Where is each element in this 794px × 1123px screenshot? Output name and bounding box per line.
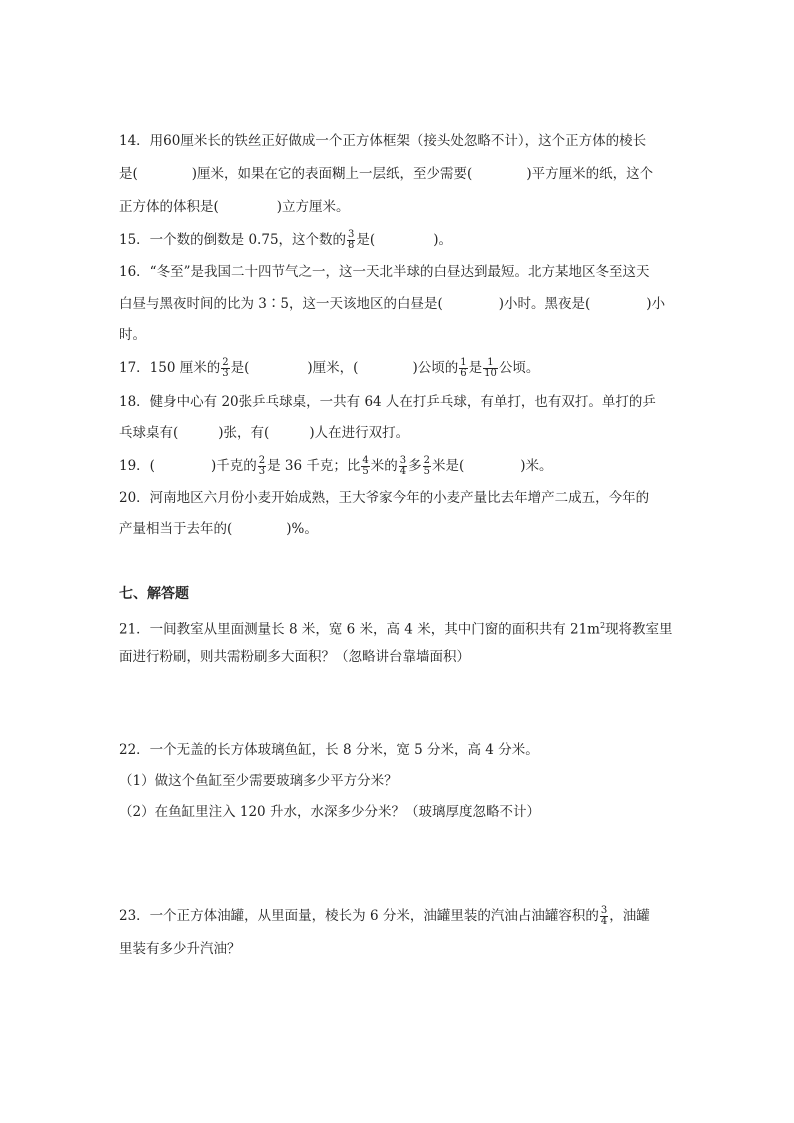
q19-frac4-den: 5 xyxy=(423,466,430,477)
q21-line-1 xyxy=(119,616,673,640)
q19-frac1-den: 3 xyxy=(258,466,266,477)
q17-line xyxy=(119,358,539,379)
q16-text-a: 白昼与黑夜时间的比为 3∶5，这一天该地区的白昼是( xyxy=(119,296,443,312)
q21-superscript: 2 xyxy=(599,621,606,630)
q14-text-e: )立方厘米。 xyxy=(276,199,350,215)
q17-text-b: 是( xyxy=(230,360,250,376)
q22-line-3: （2）在鱼缸里注入 120 升水，水深多少分米？（玻璃厚度忽略不计） xyxy=(119,804,540,820)
q19-text-a: 19．( xyxy=(119,458,155,474)
q16-text-c: )小 xyxy=(646,296,666,312)
q23-fraction xyxy=(600,906,608,927)
q14-text-a: 是( xyxy=(119,166,138,182)
q14-text-b: )厘米，如果在它的表面糊上一层纸，至少需要( xyxy=(191,166,473,182)
q17-frac2-num: 1 xyxy=(460,357,467,368)
q19-text-c: 是 36 千克；比 xyxy=(267,458,361,474)
q19-frac2-den: 5 xyxy=(362,466,369,477)
q17-frac2-den: 6 xyxy=(460,368,467,379)
q15-text-a: 15．一个数的倒数是 0.75，这个数的 xyxy=(119,232,347,248)
q19-frac3-den: 4 xyxy=(399,466,407,477)
q17-text-a: 17．150 厘米的 xyxy=(119,360,221,376)
q16-line-1: 16．“冬至”是我国二十四节气之一，这一天北半球的白昼达到最短。北方某地区冬至这天 xyxy=(119,264,650,280)
q18-line-1: 18．健身中心有 20张乒乓球桌，一共有 64 人在打乒乓球，有单打，也有双打。单打的乒 xyxy=(119,394,656,410)
q18-line-2 xyxy=(119,423,409,443)
q14-line-3 xyxy=(119,197,350,217)
q19-text-d: 米的 xyxy=(370,458,398,474)
q14-text-c: )平方厘米的纸，这个 xyxy=(526,166,654,182)
q20-line-2 xyxy=(119,519,318,539)
q15-text-b: 是( xyxy=(356,232,376,248)
q18-text-b: )张，有( xyxy=(218,425,270,441)
q15-fraction xyxy=(347,230,355,251)
q15-frac-num: 3 xyxy=(348,229,355,240)
q14-line-1: 14．用60厘米长的铁丝正好做成一个正方体框架（接头处忽略不计），这个正方体的棱长 xyxy=(119,133,647,149)
q19-text-b: )千克的 xyxy=(210,458,257,474)
q17-text-f: 公顷。 xyxy=(498,360,540,376)
q18-text-c: )人在进行双打。 xyxy=(309,425,410,441)
q17-fraction-3 xyxy=(483,358,498,379)
q19-frac2-num: 4 xyxy=(362,455,369,466)
q17-text-d: )公顷的 xyxy=(412,360,459,376)
q14-line-2 xyxy=(119,164,653,184)
q19-line xyxy=(119,456,553,477)
q15-line xyxy=(119,230,452,251)
q20-line-1: 20．河南地区六月份小麦开始成熟，王大爷家今年的小麦产量比去年增产二成五，今年的 xyxy=(119,490,650,506)
q15-frac-den: 8 xyxy=(348,240,355,251)
q22-line-1: 22．一个无盖的长方体玻璃鱼缸，长 8 分米，宽 5 分米，高 4 分米。 xyxy=(119,742,539,758)
q19-fraction-1 xyxy=(258,456,266,477)
section-heading: 七、解答题 xyxy=(119,586,189,602)
q19-fraction-3 xyxy=(399,456,407,477)
q16-text-b: )小时。黑夜是( xyxy=(498,296,591,312)
q17-frac3-den: 10 xyxy=(484,368,497,379)
q21-text-b: 现将教室里 xyxy=(605,621,673,638)
q19-text-g: )米。 xyxy=(520,458,553,474)
q23-line-2: 里装有多少升汽油？ xyxy=(119,941,241,957)
q15-text-c: )。 xyxy=(433,232,452,248)
q22-line-2: （1）做这个鱼缸至少需要玻璃多少平方分米？ xyxy=(119,773,398,789)
q21-text-a: 21．一间教室从里面测量长 8 米，宽 6 米，高 4 米，其中门窗的面积共有 21m xyxy=(119,621,600,638)
q23-line-1 xyxy=(119,906,650,927)
q19-fraction-2 xyxy=(361,456,369,477)
q19-frac1-num: 2 xyxy=(258,455,266,466)
q19-text-e: 多 xyxy=(408,458,422,474)
q23-text-a: 23．一个正方体油罐，从里面量，棱长为 6 分米，油罐里装的汽油占油罐容积的 xyxy=(119,908,599,924)
q17-text-e: 是 xyxy=(468,360,483,376)
q20-text-a: 产量相当于去年的( xyxy=(119,521,233,537)
q19-frac3-num: 3 xyxy=(399,455,407,466)
q17-fraction-1 xyxy=(221,358,229,379)
q20-text-b: )%。 xyxy=(286,521,318,537)
q17-fraction-2 xyxy=(459,358,467,379)
q23-text-b: ，油罐 xyxy=(609,908,650,924)
q17-frac1-num: 2 xyxy=(222,357,229,368)
q18-text-a: 乓球桌有( xyxy=(119,425,179,441)
q16-line-2 xyxy=(119,294,665,314)
q23-frac-num: 3 xyxy=(600,905,608,916)
q17-frac3-num: 1 xyxy=(483,358,498,369)
q17-frac1-den: 3 xyxy=(222,368,229,379)
q23-frac-den: 4 xyxy=(600,916,608,927)
q21-line-2: 面进行粉刷，则共需粉刷多大面积？（忽略讲台靠墙面积） xyxy=(119,649,470,665)
q17-text-c: )厘米，( xyxy=(307,360,359,376)
q19-fraction-4 xyxy=(423,456,431,477)
q14-text-d: 正方体的体积是( xyxy=(119,199,219,215)
q16-line-3: 时。 xyxy=(119,327,146,343)
q19-text-f: 米是( xyxy=(432,458,465,474)
q19-frac4-num: 2 xyxy=(423,455,430,466)
